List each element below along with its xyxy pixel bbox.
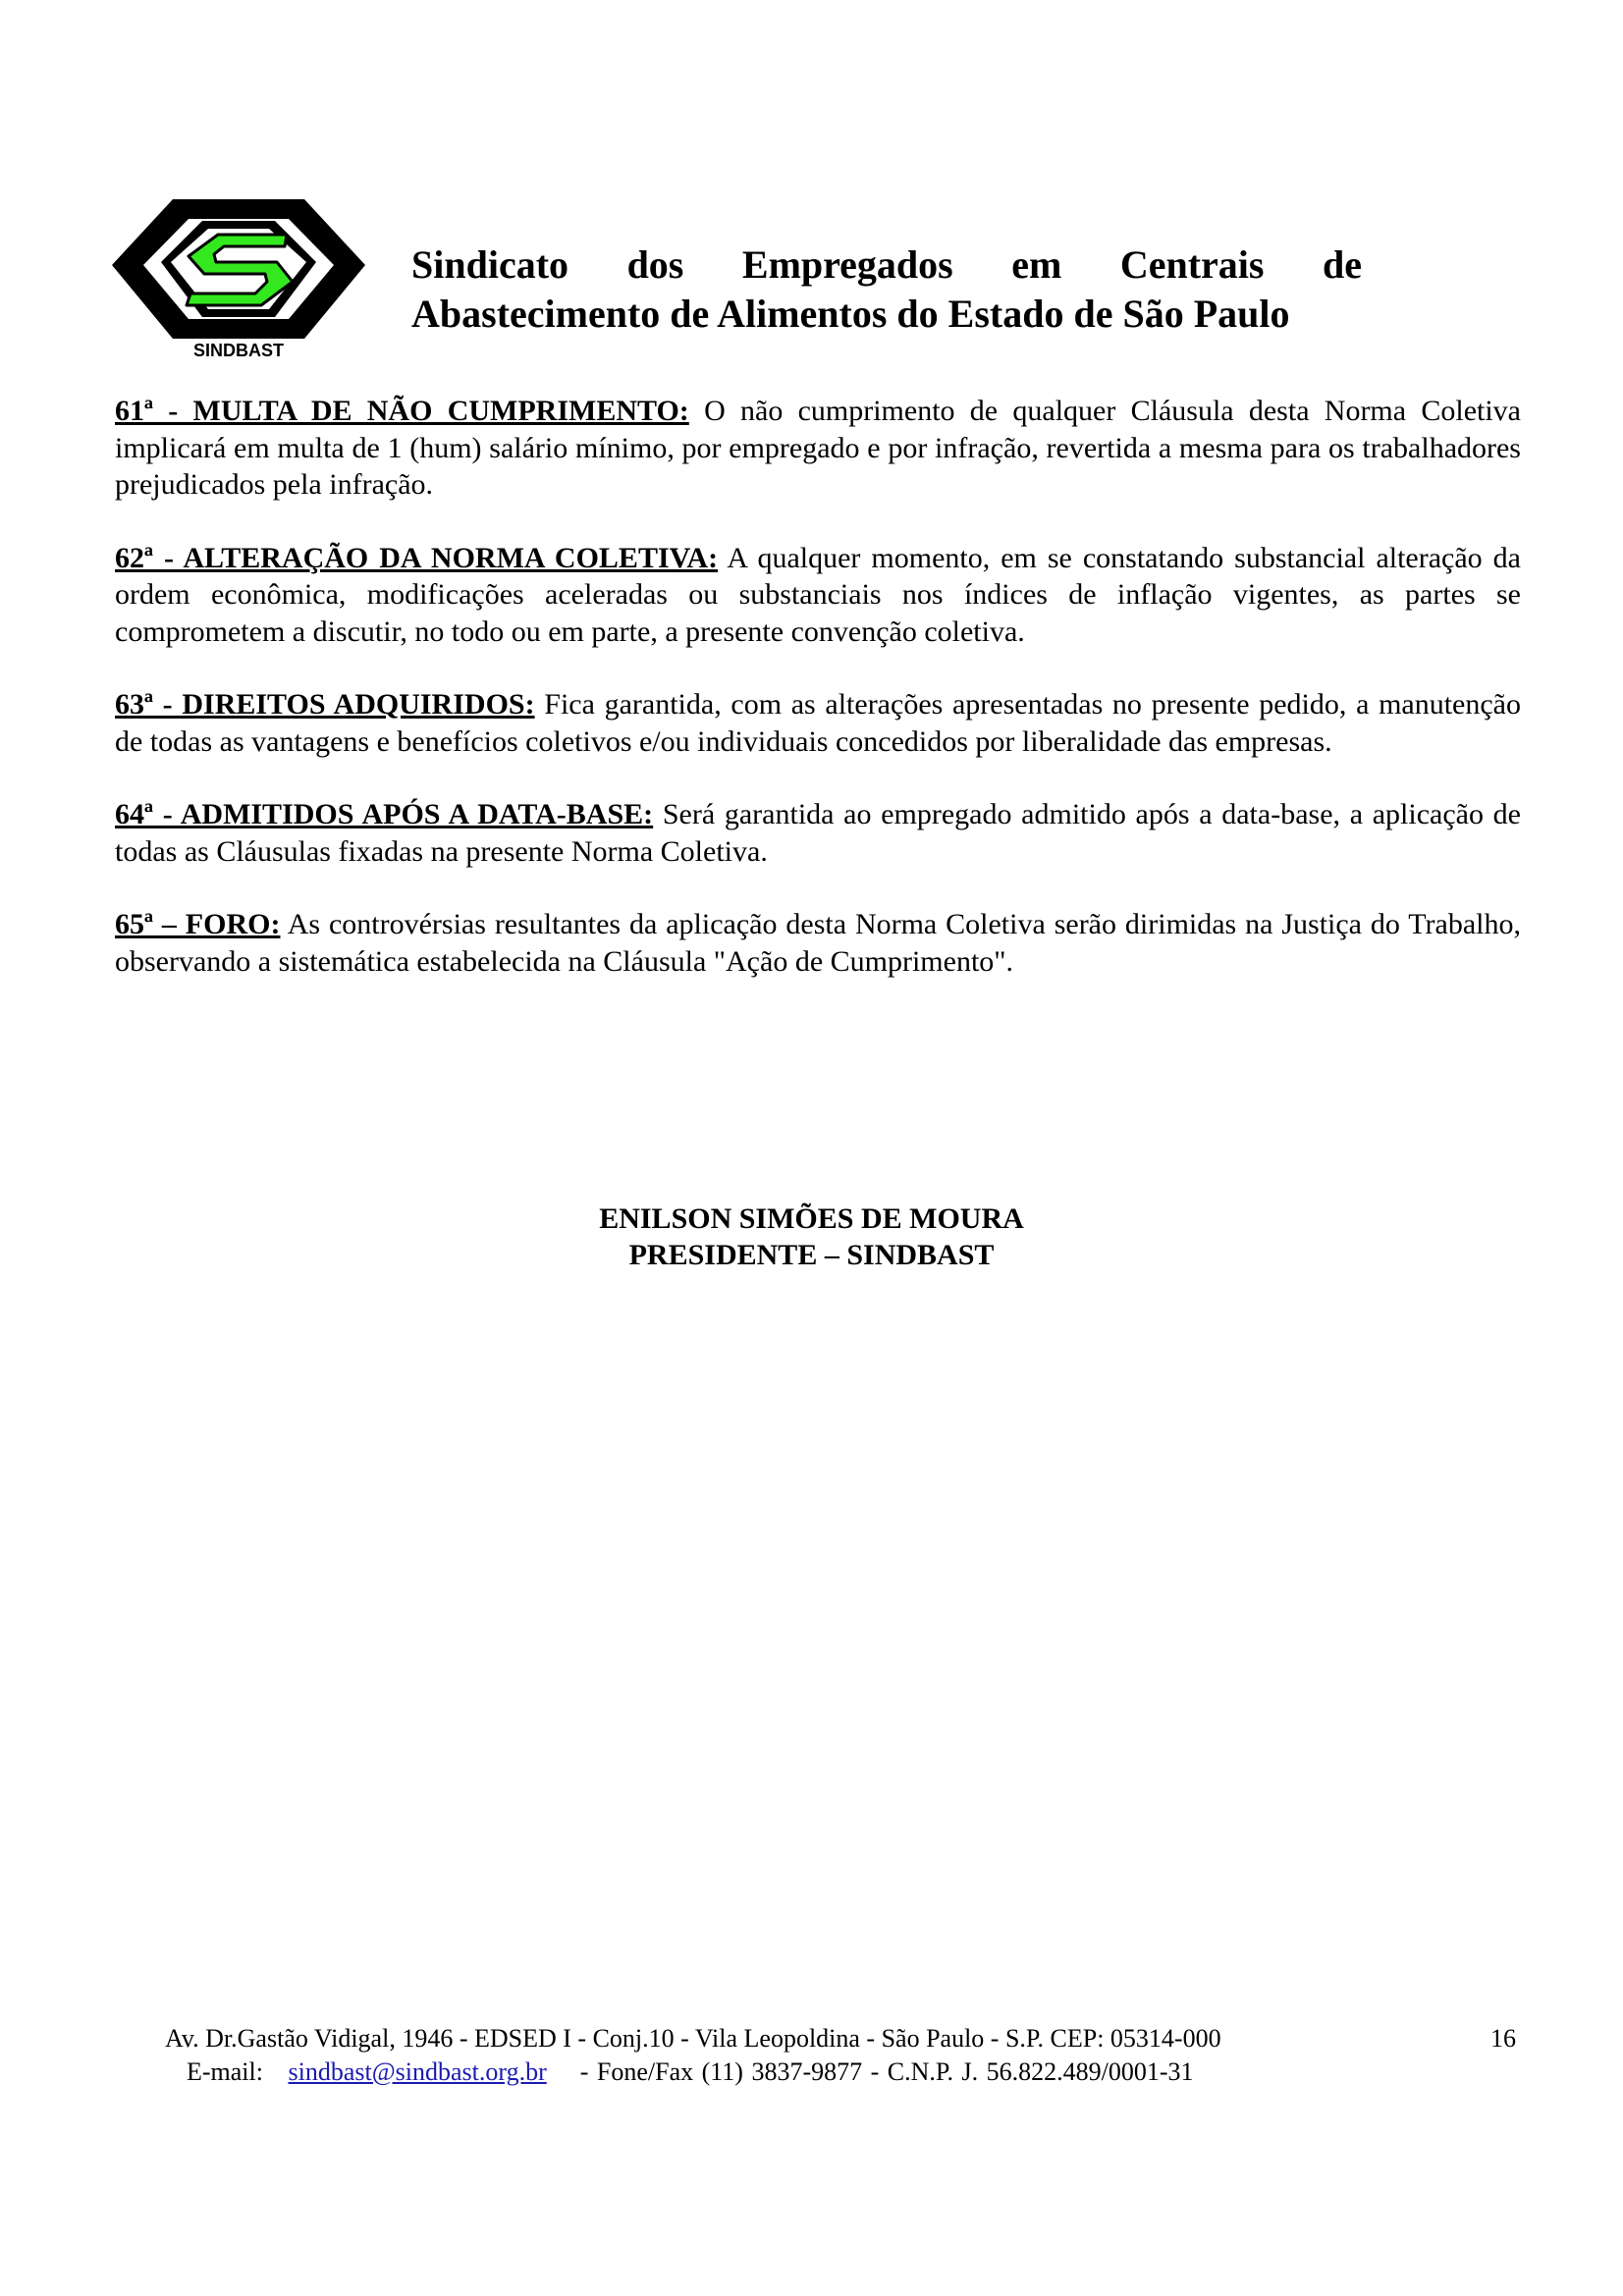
clause-text: Será garantida ao empregado admitido após a data-base, a aplicação de todas as Cláusulas fixadas na presente Norma Coletiva. <box>115 798 1521 868</box>
org-word: dos <box>626 242 684 287</box>
clause-title: 63ª - DIREITOS ADQUIRIDOS: <box>115 688 535 721</box>
org-word: de <box>1323 242 1362 287</box>
clause-64 <box>115 796 1521 870</box>
clause-text: O não cumprimento de qualquer Cláusula desta Norma Coletiva implicará em multa de 1 (hum) salário mínimo, por empregado e por infração, revertida a mesma para os trabalhadores prejudicados pela infração. <box>115 395 1521 501</box>
page-number: 16 <box>1490 2024 1516 2053</box>
sindbast-logo <box>112 191 365 360</box>
clause-text: As controvérsias resultantes da aplicação desta Norma Coletiva serão dirimidas na Justiça do Trabalho, observando a sistemática estabelecida na Cláusula "Ação de Cumprimento". <box>115 908 1521 978</box>
clause-63 <box>115 686 1521 760</box>
org-word: Empregados <box>741 242 953 287</box>
email-label: E-mail: <box>187 2057 263 2086</box>
organization-name-line2: Abastecimento de Alimentos do Estado de São Paulo <box>411 292 1290 336</box>
org-word: Sindicato <box>411 242 569 287</box>
clause-title: 61ª - MULTA DE NÃO CUMPRIMENTO: <box>115 395 689 427</box>
clause-title: 64ª - ADMITIDOS APÓS A DATA-BASE: <box>115 798 654 830</box>
clause-61 <box>115 393 1521 504</box>
clauses-section <box>115 393 1521 1016</box>
org-word: Centrais <box>1119 242 1265 287</box>
signatory-name: ENILSON SIMÕES DE MOURA <box>599 1202 1024 1235</box>
signatory-role: PRESIDENTE – SINDBAST <box>628 1239 995 1271</box>
footer-address: Av. Dr.Gastão Vidigal, 1946 - EDSED I - Conj.10 - Vila Leopoldina - São Paulo - S.P. CEP: 05314-000 <box>165 2024 1221 2053</box>
signature-block <box>0 1201 1623 1273</box>
letterhead <box>112 191 1428 363</box>
footer-phone: - Fone/Fax (11) 3837-9877 - C.N.P. J. 56.822.489/0001-31 <box>579 2057 1194 2086</box>
organization-name-line1 <box>411 240 1362 290</box>
org-word: em <box>1011 242 1062 287</box>
footer-contact <box>187 2056 1193 2089</box>
clause-title: 62ª - ALTERAÇÃO DA NORMA COLETIVA: <box>115 541 719 574</box>
email-link[interactable]: sindbast@sindbast.org.br <box>288 2057 547 2086</box>
clause-title: 65ª – FORO: <box>115 908 281 940</box>
clause-text: Fica garantida, com as alterações apresentadas no presente pedido, a manutenção de todas as vantagens e benefícios coletivos e/ou individuais concedidos por liberalidade das empresas. <box>115 688 1521 758</box>
logo-text: SINDBAST <box>192 341 285 360</box>
clause-62 <box>115 540 1521 651</box>
organization-name <box>411 240 1393 339</box>
clause-text: A qualquer momento, em se constatando substancial alteração da ordem econômica, modificações aceleradas ou substanciais nos índices de inflação vigentes, as partes se comprometem a discutir, no todo ou em parte, a presente convenção coletiva. <box>115 541 1521 648</box>
clause-65 <box>115 906 1521 980</box>
logo-s-mark <box>187 235 293 305</box>
